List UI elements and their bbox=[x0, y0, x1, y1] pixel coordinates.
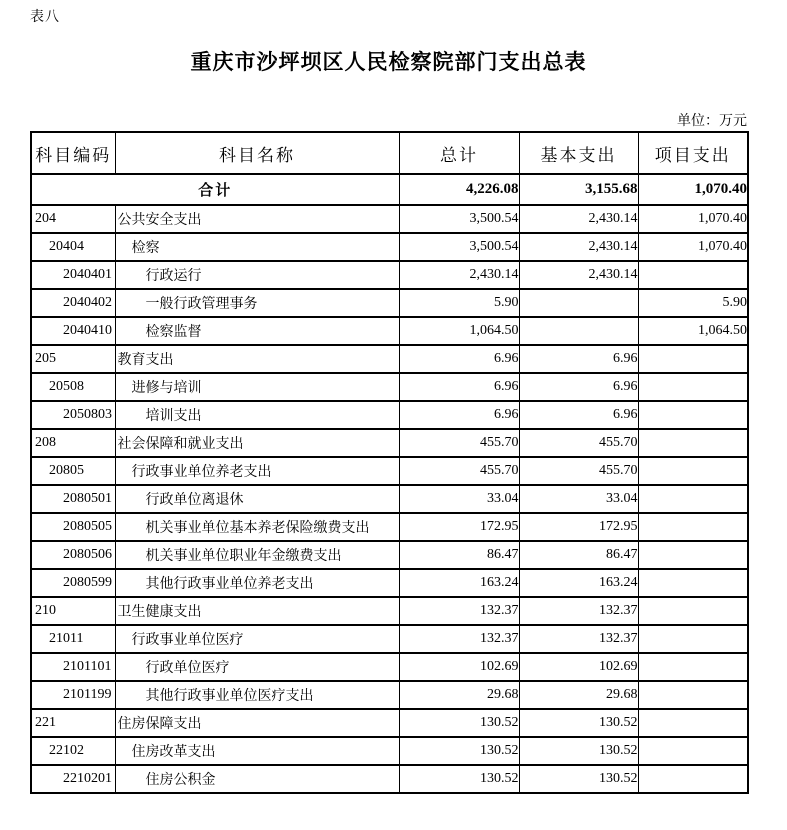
subject-name-cell: 其他行政事业单位医疗支出 bbox=[115, 681, 399, 709]
total-cell: 6.96 bbox=[399, 373, 519, 401]
basic-expenditure-cell: 455.70 bbox=[519, 457, 638, 485]
subject-name-cell: 教育支出 bbox=[115, 345, 399, 373]
subject-name-cell: 其他行政事业单位养老支出 bbox=[115, 569, 399, 597]
basic-expenditure-cell: 130.52 bbox=[519, 765, 638, 793]
table-number-label: 表八 bbox=[30, 10, 60, 25]
table-row bbox=[31, 233, 748, 261]
total-cell: 2,430.14 bbox=[399, 261, 519, 289]
table-row bbox=[31, 261, 748, 289]
project-expenditure-cell bbox=[638, 681, 748, 709]
grand-total-total-cell: 4,226.08 bbox=[399, 174, 519, 205]
table-row bbox=[31, 737, 748, 765]
table-row bbox=[31, 289, 748, 317]
subject-code-cell: 2080599 bbox=[31, 569, 115, 597]
basic-expenditure-cell: 29.68 bbox=[519, 681, 638, 709]
subject-code-cell: 2050803 bbox=[31, 401, 115, 429]
table-row bbox=[31, 625, 748, 653]
subject-code-cell: 21011 bbox=[31, 625, 115, 653]
total-cell: 86.47 bbox=[399, 541, 519, 569]
total-cell: 130.52 bbox=[399, 765, 519, 793]
table-body bbox=[31, 174, 748, 793]
basic-expenditure-cell: 132.37 bbox=[519, 597, 638, 625]
total-cell: 130.52 bbox=[399, 737, 519, 765]
total-cell: 6.96 bbox=[399, 401, 519, 429]
subject-code-cell: 20404 bbox=[31, 233, 115, 261]
subject-name-cell: 机关事业单位基本养老保险缴费支出 bbox=[115, 513, 399, 541]
table-row bbox=[31, 569, 748, 597]
project-expenditure-cell bbox=[638, 737, 748, 765]
subject-code-cell: 22102 bbox=[31, 737, 115, 765]
subject-code-cell: 2040402 bbox=[31, 289, 115, 317]
subject-name-cell: 行政事业单位养老支出 bbox=[115, 457, 399, 485]
basic-expenditure-cell bbox=[519, 289, 638, 317]
subject-name-cell: 社会保障和就业支出 bbox=[115, 429, 399, 457]
header-row bbox=[31, 132, 748, 174]
project-expenditure-cell bbox=[638, 597, 748, 625]
basic-expenditure-cell: 163.24 bbox=[519, 569, 638, 597]
subject-name-cell: 机关事业单位职业年金缴费支出 bbox=[115, 541, 399, 569]
basic-expenditure-cell: 6.96 bbox=[519, 345, 638, 373]
project-expenditure-cell bbox=[638, 765, 748, 793]
table-row bbox=[31, 373, 748, 401]
grand-total-basic-cell: 3,155.68 bbox=[519, 174, 638, 205]
basic-expenditure-cell: 455.70 bbox=[519, 429, 638, 457]
subject-code-cell: 208 bbox=[31, 429, 115, 457]
project-expenditure-cell bbox=[638, 709, 748, 737]
table-row bbox=[31, 317, 748, 345]
table-row bbox=[31, 681, 748, 709]
subject-code-cell: 2080506 bbox=[31, 541, 115, 569]
subject-name-cell: 检察监督 bbox=[115, 317, 399, 345]
project-expenditure-cell bbox=[638, 401, 748, 429]
table-row bbox=[31, 653, 748, 681]
basic-expenditure-cell: 132.37 bbox=[519, 625, 638, 653]
total-cell: 163.24 bbox=[399, 569, 519, 597]
basic-expenditure-cell: 130.52 bbox=[519, 709, 638, 737]
grand-total-project-cell: 1,070.40 bbox=[638, 174, 748, 205]
project-expenditure-cell: 1,064.50 bbox=[638, 317, 748, 345]
total-cell: 132.37 bbox=[399, 625, 519, 653]
basic-expenditure-cell: 33.04 bbox=[519, 485, 638, 513]
total-cell: 29.68 bbox=[399, 681, 519, 709]
total-cell: 6.96 bbox=[399, 345, 519, 373]
project-expenditure-cell bbox=[638, 373, 748, 401]
subject-name-cell: 住房保障支出 bbox=[115, 709, 399, 737]
unit-note: 单位：万元 bbox=[677, 114, 747, 129]
subject-name-cell: 住房改革支出 bbox=[115, 737, 399, 765]
basic-expenditure-cell bbox=[519, 317, 638, 345]
subject-name-cell: 检察 bbox=[115, 233, 399, 261]
subject-code-cell: 221 bbox=[31, 709, 115, 737]
subject-code-cell: 2210201 bbox=[31, 765, 115, 793]
basic-expenditure-cell: 6.96 bbox=[519, 373, 638, 401]
basic-expenditure-cell: 172.95 bbox=[519, 513, 638, 541]
table-row bbox=[31, 429, 748, 457]
total-cell: 172.95 bbox=[399, 513, 519, 541]
subject-code-cell: 205 bbox=[31, 345, 115, 373]
expenditure-table bbox=[30, 131, 749, 794]
subject-name-cell: 住房公积金 bbox=[115, 765, 399, 793]
total-cell: 455.70 bbox=[399, 429, 519, 457]
basic-expenditure-cell: 2,430.14 bbox=[519, 205, 638, 233]
subject-code-cell: 20805 bbox=[31, 457, 115, 485]
table-row bbox=[31, 513, 748, 541]
subject-code-cell: 204 bbox=[31, 205, 115, 233]
table-row bbox=[31, 205, 748, 233]
table-row bbox=[31, 457, 748, 485]
subject-name-cell: 行政运行 bbox=[115, 261, 399, 289]
subject-code-cell: 2101199 bbox=[31, 681, 115, 709]
project-expenditure-cell bbox=[638, 345, 748, 373]
col-header-subject-code: 科目编码 bbox=[31, 132, 115, 174]
total-cell: 3,500.54 bbox=[399, 233, 519, 261]
project-expenditure-cell bbox=[638, 541, 748, 569]
project-expenditure-cell: 1,070.40 bbox=[638, 205, 748, 233]
total-cell: 3,500.54 bbox=[399, 205, 519, 233]
project-expenditure-cell bbox=[638, 513, 748, 541]
total-cell: 5.90 bbox=[399, 289, 519, 317]
col-header-total: 总计 bbox=[399, 132, 519, 174]
grand-total-row bbox=[31, 174, 748, 205]
basic-expenditure-cell: 6.96 bbox=[519, 401, 638, 429]
basic-expenditure-cell: 102.69 bbox=[519, 653, 638, 681]
table-row bbox=[31, 765, 748, 793]
project-expenditure-cell bbox=[638, 485, 748, 513]
subject-code-cell: 2101101 bbox=[31, 653, 115, 681]
project-expenditure-cell bbox=[638, 625, 748, 653]
grand-total-label: 合计 bbox=[31, 174, 399, 205]
project-expenditure-cell bbox=[638, 457, 748, 485]
table-row bbox=[31, 709, 748, 737]
col-header-basic-expenditure: 基本支出 bbox=[519, 132, 638, 174]
basic-expenditure-cell: 86.47 bbox=[519, 541, 638, 569]
basic-expenditure-cell: 130.52 bbox=[519, 737, 638, 765]
table-row bbox=[31, 485, 748, 513]
total-cell: 1,064.50 bbox=[399, 317, 519, 345]
total-cell: 132.37 bbox=[399, 597, 519, 625]
subject-name-cell: 卫生健康支出 bbox=[115, 597, 399, 625]
subject-code-cell: 20508 bbox=[31, 373, 115, 401]
project-expenditure-cell bbox=[638, 429, 748, 457]
project-expenditure-cell bbox=[638, 653, 748, 681]
basic-expenditure-cell: 2,430.14 bbox=[519, 261, 638, 289]
table-row bbox=[31, 541, 748, 569]
subject-name-cell: 一般行政管理事务 bbox=[115, 289, 399, 317]
subject-name-cell: 行政单位离退休 bbox=[115, 485, 399, 513]
subject-code-cell: 2080501 bbox=[31, 485, 115, 513]
table-row bbox=[31, 597, 748, 625]
basic-expenditure-cell: 2,430.14 bbox=[519, 233, 638, 261]
project-expenditure-cell: 1,070.40 bbox=[638, 233, 748, 261]
subject-name-cell: 培训支出 bbox=[115, 401, 399, 429]
total-cell: 130.52 bbox=[399, 709, 519, 737]
project-expenditure-cell: 5.90 bbox=[638, 289, 748, 317]
total-cell: 102.69 bbox=[399, 653, 519, 681]
subject-name-cell: 行政事业单位医疗 bbox=[115, 625, 399, 653]
table-row bbox=[31, 401, 748, 429]
subject-code-cell: 2040401 bbox=[31, 261, 115, 289]
table-row bbox=[31, 345, 748, 373]
col-header-subject-name: 科目名称 bbox=[115, 132, 399, 174]
total-cell: 455.70 bbox=[399, 457, 519, 485]
subject-name-cell: 进修与培训 bbox=[115, 373, 399, 401]
subject-name-cell: 公共安全支出 bbox=[115, 205, 399, 233]
col-header-project-expenditure: 项目支出 bbox=[638, 132, 748, 174]
total-cell: 33.04 bbox=[399, 485, 519, 513]
subject-code-cell: 2040410 bbox=[31, 317, 115, 345]
project-expenditure-cell bbox=[638, 261, 748, 289]
subject-code-cell: 210 bbox=[31, 597, 115, 625]
subject-name-cell: 行政单位医疗 bbox=[115, 653, 399, 681]
project-expenditure-cell bbox=[638, 569, 748, 597]
subject-code-cell: 2080505 bbox=[31, 513, 115, 541]
page-title: 重庆市沙坪坝区人民检察院部门支出总表 bbox=[190, 50, 587, 74]
